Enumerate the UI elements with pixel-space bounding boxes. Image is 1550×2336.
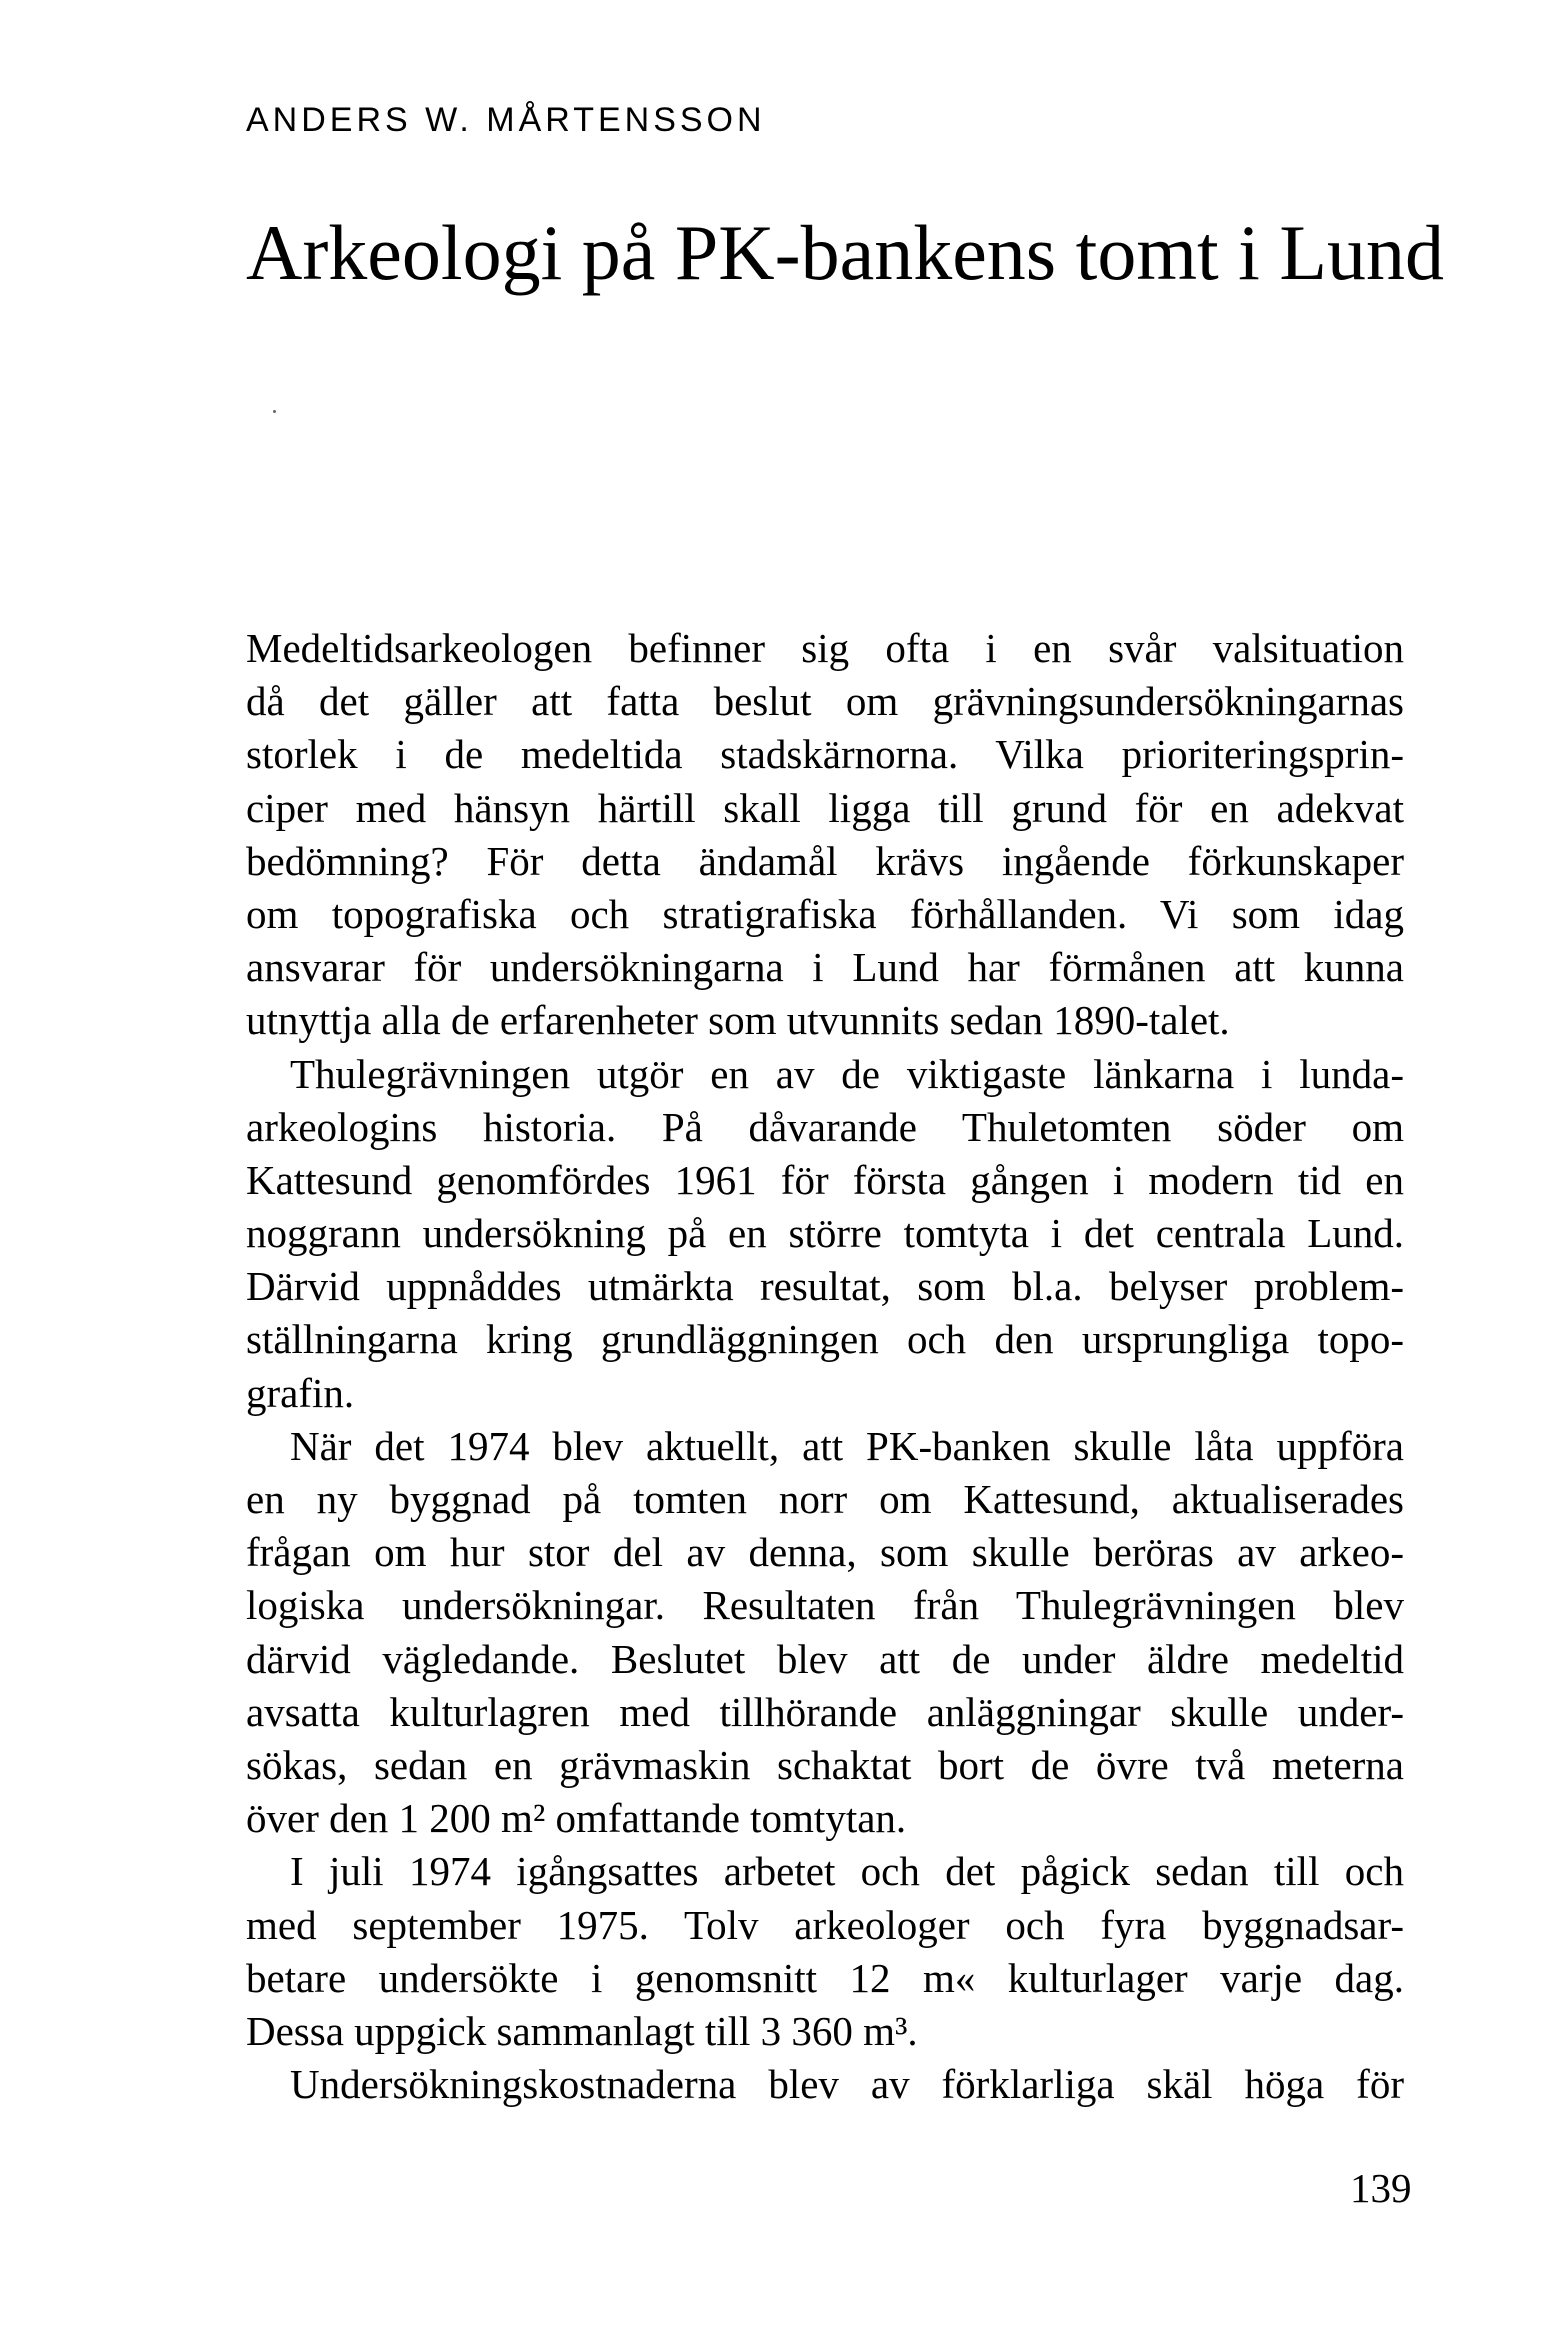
text-line: då det gäller att fatta beslut om grävningsundersökningarnas — [246, 678, 1404, 725]
print-speck — [273, 410, 276, 413]
paragraph-1 — [246, 622, 1404, 1048]
text-line: med september 1975. Tolv arkeologer och fyra byggnadsar- — [246, 1901, 1404, 1948]
text-line: logiska undersökningar. Resultaten från Thulegrävningen blev — [246, 1582, 1404, 1629]
page-number: 139 — [1350, 2165, 1412, 2211]
text-line: Kattesund genomfördes 1961 för första gången i modern tid en — [246, 1156, 1404, 1203]
text-line: Medeltidsarkeologen befinner sig ofta i en svår valsituation — [246, 625, 1404, 671]
text-line: avsatta kulturlagren med tillhörande anläggningar skulle under- — [246, 1688, 1404, 1735]
text-line: ansvarar för undersökningarna i Lund har förmånen att kunna — [246, 944, 1404, 991]
text-line: Thulegrävningen utgör en av de viktigaste länkarna i lunda- — [290, 1050, 1404, 1097]
article-body — [246, 622, 1404, 2111]
text-line: därvid vägledande. Beslutet blev att de under äldre medeltid — [246, 1635, 1404, 1682]
text-line: storlek i de medeltida stadskärnorna. Vilka prioriteringsprin- — [246, 731, 1404, 778]
text-line: bedömning? För detta ändamål krävs ingående förkunskaper — [246, 837, 1404, 884]
text-line: sökas, sedan en grävmaskin schaktat bort de övre två meterna — [246, 1741, 1404, 1788]
text-line: om topografiska och stratigrafiska förhållanden. Vi som idag — [246, 890, 1404, 937]
text-line: arkeologins historia. På dåvarande Thuletomten söder om — [246, 1103, 1404, 1150]
text-line: Dessa uppgick sammanlagt till 3 360 m³. — [246, 2007, 918, 2054]
text-line: en ny byggnad på tomten norr om Kattesund, aktualiserades — [246, 1476, 1404, 1522]
text-line: grafin. — [246, 1369, 355, 1416]
paragraph-3 — [246, 1420, 1404, 1846]
text-line: noggrann undersökning på en större tomtyta i det centrala Lund. — [246, 1210, 1404, 1257]
paragraph-2 — [246, 1048, 1404, 1420]
text-line: över den 1 200 m² omfattande tomtytan. — [246, 1795, 907, 1842]
author-name: ANDERS W. MÅRTENSSON — [246, 101, 766, 139]
text-line: När det 1974 blev aktuellt, att PK-banken skulle låta uppföra — [290, 1422, 1404, 1469]
paragraph-4 — [246, 1845, 1404, 2058]
text-line: frågan om hur stor del av denna, som skulle beröras av arkeo- — [246, 1529, 1404, 1576]
text-line: Undersökningskostnaderna blev av förklarliga skäl höga för — [290, 2061, 1404, 2108]
text-line: ställningarna kring grundläggningen och den ursprungliga topo- — [246, 1316, 1404, 1363]
text-line: utnyttja alla de erfarenheter som utvunnits sedan 1890-talet. — [246, 997, 1230, 1044]
text-line: I juli 1974 igångsattes arbetet och det pågick sedan till och — [290, 1848, 1404, 1895]
text-line: ciper med hänsyn härtill skall ligga till grund för en adekvat — [246, 784, 1404, 831]
article-title: Arkeologi på PK-bankens tomt i Lund — [246, 209, 1444, 296]
text-line: betare undersökte i genomsnitt 12 m« kulturlager varje dag. — [246, 1954, 1404, 2001]
text-line: Därvid uppnåddes utmärkta resultat, som bl.a. belyser problem- — [246, 1263, 1404, 1310]
paragraph-5 — [246, 2058, 1404, 2111]
